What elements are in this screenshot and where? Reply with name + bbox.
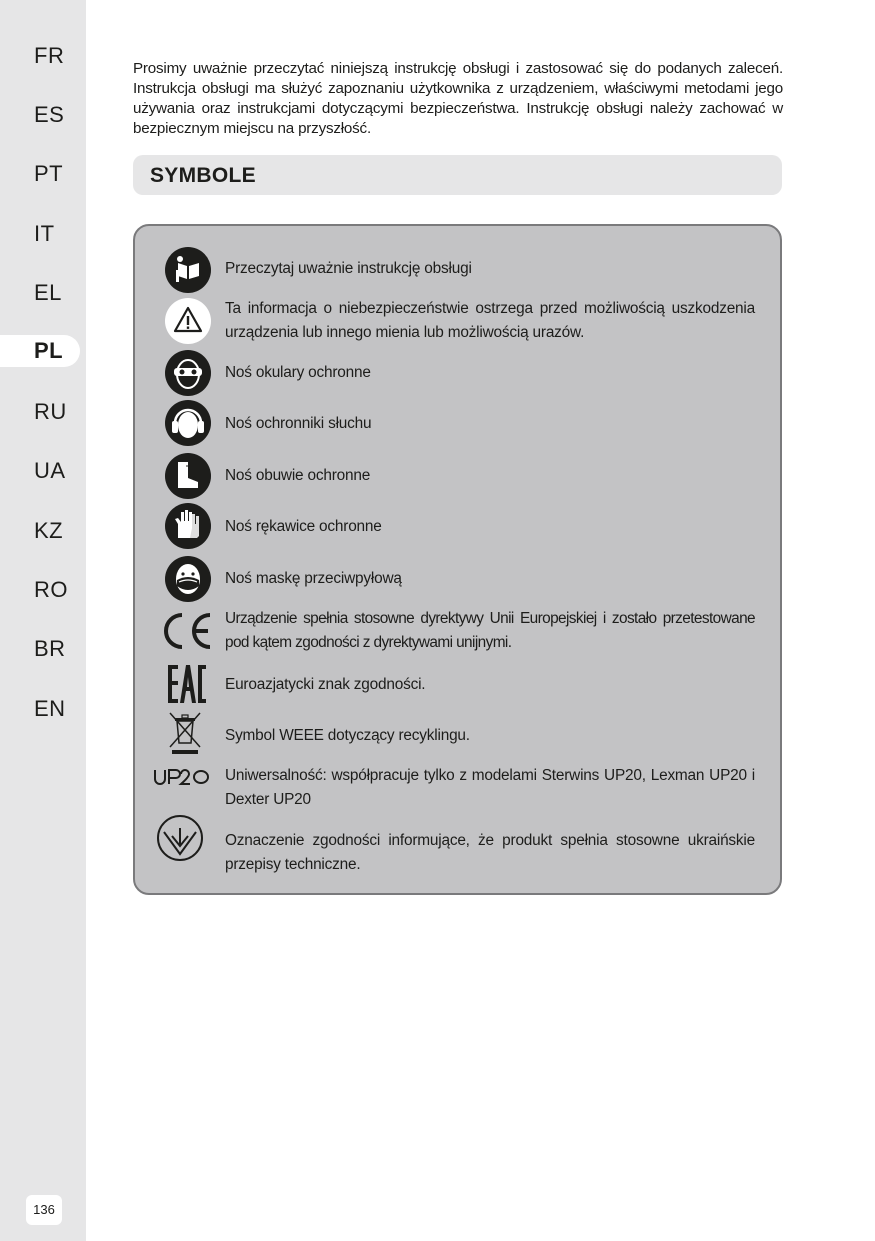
section-title: SYMBOLE (150, 164, 256, 187)
page-number: 136 (26, 1195, 62, 1225)
ear-protection-icon (164, 399, 212, 447)
lang-tab-fr[interactable]: FR (34, 43, 65, 68)
dust-mask-icon (164, 555, 212, 603)
lang-tab-ua[interactable]: UA (34, 458, 66, 483)
safety-boots-icon (164, 452, 212, 500)
symbol-text-6: Noś maskę przeciwpyłową (225, 570, 402, 587)
symbol-text-0: Przeczytaj uważnie instrukcję obsługi (225, 260, 472, 277)
lang-tab-ru[interactable]: RU (34, 399, 67, 424)
symbol-text-5: Noś rękawice ochronne (225, 518, 382, 535)
symbol-text-3: Noś ochronniki słuchu (225, 415, 372, 432)
ukrainian-conformity-icon (156, 814, 204, 862)
lang-tab-ro[interactable]: RO (34, 577, 68, 602)
lang-tab-br[interactable]: BR (34, 636, 66, 661)
lang-tab-it[interactable]: IT (34, 221, 55, 246)
safety-goggles-icon (164, 349, 212, 397)
symbol-text-4: Noś obuwie ochronne (225, 467, 371, 484)
safety-gloves-icon (164, 502, 212, 550)
lang-tab-el[interactable]: EL (34, 280, 62, 305)
symbol-text-9: Symbol WEEE dotyczący recyklingu. (225, 727, 470, 744)
symbol-text-7: Urządzenie spełnia stosowne dyrektywy Unii Europejskiej i zostało przetestowane pod kątem zgodności z dyrektywami unijnymi. (225, 610, 755, 651)
symbol-text-11: Oznaczenie zgodności informujące, że produkt spełnia stosowne ukraińskie przepisy techniczne. (225, 832, 755, 873)
eac-mark-icon (166, 663, 208, 705)
symbol-text-8: Euroazjatycki znak zgodności. (225, 676, 426, 693)
symbol-text-2: Noś okulary ochronne (225, 364, 371, 381)
symbol-text-1: Ta informacja o niebezpieczeństwie ostrzega przed możliwością uszkodzenia urządzenia lub innego mienia lub możliwością urazów. (225, 300, 755, 341)
weee-bin-icon (168, 711, 202, 755)
lang-tab-es[interactable]: ES (34, 102, 65, 127)
lang-tab-pt[interactable]: PT (34, 161, 64, 186)
warning-triangle-icon (164, 297, 212, 345)
ce-mark-icon (158, 611, 214, 651)
symbol-text-10: Uniwersalność: współpracuje tylko z modelami Sterwins UP20, Lexman UP20 i Dexter UP20 (225, 767, 755, 808)
lang-tab-pl-active[interactable]: PL (0, 335, 80, 367)
read-manual-icon (164, 246, 212, 294)
intro-paragraph: Prosimy uważnie przeczytać niniejszą instrukcję obsługi i zastosować się do podanych zaleceń. Instrukcja obsługi ma służyć zapoznaniu użytkownika z urządzeniem, właściwymi metodami jego używania oraz instrukcjami dotyczącymi bezpieczeństwa. Instrukcję obsługi należy zachować w bezpiecznym miejscu na przyszłość. (133, 60, 783, 137)
lang-tab-kz[interactable]: KZ (34, 518, 64, 543)
up20-logo-icon (153, 767, 217, 787)
lang-tab-en[interactable]: EN (34, 696, 66, 721)
section-header (133, 155, 782, 195)
